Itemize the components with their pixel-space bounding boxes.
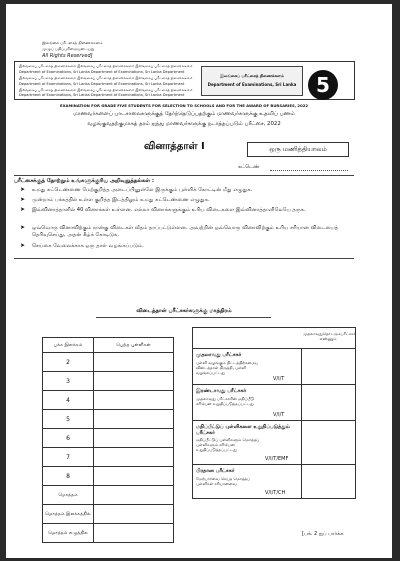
total-words-label: மொத்தம் எழுத்தில்	[43, 524, 94, 543]
instruction-text: உமது சுட்டெண்ணை மேற்குறித்த அடைப்பினுள்ளே இருக்கும் புள்ளிக் கோட்டின் மீது எழுதுக.	[32, 187, 253, 193]
table-row	[43, 410, 174, 429]
table-row	[43, 353, 174, 372]
examiner-role-row	[193, 348, 355, 385]
table-row	[43, 448, 174, 467]
exam-paper-sheet	[6, 4, 392, 558]
dept-line: இலங்கைப் பரீட்சைத் திணைக்களம் இலங்கைப் பரீட்சைத் திணைக்களம் இலங்கைப் பரீட்சைத் திணைக்களம்	[19, 64, 193, 68]
instruction-text: இவ்வினாத்தாளில் 40 வினாக்கள் உள்ளன. எல்லா வினாக்களுக்கும் உரிய விடைகளை இவ்வினாத்தாளிலேயே தருக.	[32, 207, 306, 213]
instructions-heading: பரீட்சைக்குத் தோற்றும் உங்களுக்குரிய அறிவுறுத்தல்கள் :	[14, 178, 155, 184]
instruction-item	[20, 187, 366, 194]
stamp-line-1: இலங்கைப் பரீட்சைத் திணைக்களம்	[220, 73, 284, 78]
instruction-text: செய்கை வேலைக்காக ஒரு தாள் வழங்கப்படும்.	[32, 243, 144, 249]
english-exam-title: EXAMINATION FOR GRADE FIVE STUDENTS FOR SELECTION TO SCHOOLS AND FOR THE AWARD OF BURSARIES, 2022	[59, 103, 309, 108]
arrow-bullet-icon: ➤	[20, 206, 26, 213]
instruction-item	[20, 207, 366, 221]
instruction-item	[20, 225, 366, 239]
marks-cell[interactable]	[94, 353, 174, 372]
examiner-role-row	[193, 464, 355, 499]
title-underline	[96, 317, 271, 318]
examiner-signature-cell[interactable]	[301, 349, 356, 385]
paper-label: வினாத்தாள் I	[144, 141, 205, 152]
examiner-signature-cell[interactable]	[301, 421, 356, 465]
table-row	[43, 467, 174, 486]
examiner-certification-box	[192, 327, 356, 499]
dept-line: இலங்கைப் பரீட்சைத் திணைக்களம் இலங்கைப் பரீட்சைத் திணைக்களம் இலங்கைப் பரீட்சைத் திணைக்களம்	[19, 76, 193, 80]
total-label: மொத்தம்	[43, 486, 94, 505]
marks-cell[interactable]	[94, 372, 174, 391]
page-number: 8	[43, 467, 94, 486]
page-number: 6	[43, 429, 94, 448]
examiner-signature-cell[interactable]	[301, 465, 356, 499]
table-row	[43, 524, 174, 543]
marks-table	[42, 337, 174, 543]
dept-line: Department of Examinations, Sri Lanka Department of Examinations, Sri Lanka Department	[19, 82, 185, 86]
page-number: 4	[43, 391, 94, 410]
page-number: 5	[43, 410, 94, 429]
index-number-field[interactable]	[270, 170, 348, 171]
total-numeric-cell[interactable]	[94, 505, 174, 524]
role-title: மதிப்பீட்டுப் புள்ளிகளை உறுதிப்படுத்தும் பரீட்சகர்	[196, 424, 290, 436]
examiner-header: முதலாவதுதொடரும்பரீட்சகர் எண்ணும்	[303, 331, 356, 341]
arrow-bullet-icon: ➤	[20, 186, 26, 193]
instruction-text: ஒவ்வொரு வினாவிற்கும் நான்கு விடைகள் வீதம் தரப்பட்டுள்ளன. அவற்றின் ஒவ்வொரு வினாவிற்கும் உரிய சரியான விடையைத் தெரிவுசெய்து, அதன் கீழ்க் கோடிடுக.	[32, 225, 339, 238]
role-description: புள்ளி வழங்கும் திட்டத்திற்கமைய விடைத்தாள் திருத்தி, புள்ளி வழங்கப்பட்டது	[196, 360, 259, 375]
grade-five-badge: 5	[308, 70, 338, 100]
arrow-bullet-icon: ➤	[20, 242, 26, 249]
copyright-line-2: முழுப் பதிப்புரிமையுடையது	[42, 46, 95, 51]
examiner-role-row	[193, 384, 355, 421]
table-row	[43, 391, 174, 410]
page-number: 7	[43, 448, 94, 467]
marks-cell[interactable]	[94, 391, 174, 410]
department-stamp	[201, 66, 303, 96]
role-code: V/I/T/EMF	[265, 456, 289, 462]
role-description: முதலாவது பரீட்சகரின் மதிப்பீடு சரியென உறுதிப்படுத்தப்பட்டது	[196, 396, 255, 406]
role-title: பிரதான பரீட்சகர்	[196, 468, 235, 474]
role-description: மதிப்பீட்டுப் புள்ளிகளும் மொத்தப் புள்ளிகளும் சரியென உறுதிப்படுத்தப்பட்டது	[196, 437, 260, 452]
examiner-section-title: விடைத்தாள் பரீட்சகர்களுக்கு மாத்திரம்	[136, 308, 232, 314]
col-header-marks: பெற்ற புள்ளிகள்	[94, 338, 174, 353]
page-number: 2	[43, 353, 94, 372]
table-row	[43, 505, 174, 524]
role-title: இரண்டாவது பரீட்சகர்	[196, 388, 247, 394]
total-words-cell[interactable]	[94, 524, 174, 543]
marks-cell[interactable]	[94, 448, 174, 467]
role-code: V/I/T	[273, 412, 285, 418]
instruction-item	[20, 197, 366, 204]
page-turn-note: [பக். 2 ஐப் பார்க்க	[302, 531, 344, 537]
role-title: முதலாவது பரீட்சகர்	[196, 352, 242, 358]
examiner-role-row	[193, 420, 355, 465]
examiner-signature-cell[interactable]	[301, 385, 356, 421]
tamil-exam-title-1: மாணவர்களைப் பாடசாலைகளுக்குத் தேர்ந்தெடுப்பதற்கும் மாணவர்களுக்கு உதவிப் பணம்	[73, 111, 295, 117]
copyright-line-1: இலங்கை பரீட்சைத் திணைக்களம்	[42, 40, 103, 45]
dept-line: Department of Examinations, Sri Lanka Department of Examinations, Sri Lanka Department	[19, 70, 185, 74]
page-number: 3	[43, 372, 94, 391]
instruction-text: முன்றாம் பக்கத்தில் உள்ள குறித்த இடத்திலும் உமது சுட்டெண்ணை எழுதுக.	[32, 197, 210, 203]
instruction-item	[20, 243, 366, 250]
arrow-bullet-icon: ➤	[20, 196, 26, 203]
divider	[14, 258, 354, 259]
col-header-page: பக்க இலக்கம்	[43, 338, 94, 353]
dept-line: இலங்கைப் பரீட்சைத் திணைக்களம் இலங்கைப் பரீட்சைத் திணைக்களம் இலங்கைப் பரீட்சைத் திணைக்களம்	[19, 88, 193, 92]
table-row	[43, 372, 174, 391]
divider	[14, 175, 354, 176]
role-code: V/I/T	[273, 376, 285, 382]
stamp-line-2: Department of Examinations, Sri Lanka	[207, 82, 297, 87]
duration-box: ஒரு மணித்தியாலம்	[247, 142, 349, 157]
tamil-exam-title-2: வழங்குவதற்குமாகத் தரம் ஐந்து மாணவர்களுக்கு நடாத்தப்படும் பரீட்சை, 2022	[87, 121, 281, 127]
department-header-box	[14, 61, 355, 100]
arrow-bullet-icon: ➤	[20, 224, 26, 231]
role-code: V/I/T/CH	[265, 490, 286, 496]
marks-cell[interactable]	[94, 467, 174, 486]
dept-line: Department of Examinations, Sri Lanka Department of Examinations, Sri Lanka Department	[19, 93, 185, 97]
all-rights-reserved: All Rights Reserved]	[42, 53, 93, 59]
table-row	[43, 486, 174, 505]
marks-cell[interactable]	[94, 410, 174, 429]
total-cell[interactable]	[94, 486, 174, 505]
marks-cell[interactable]	[94, 429, 174, 448]
total-numeric-label: மொத்தம் இலக்கத்தில்	[43, 505, 94, 524]
index-number-label: சுட்டெண்	[238, 164, 260, 170]
role-description: மேற்பார்வை செய்த மொத்தப் புள்ளிகள் சரியானவை	[196, 476, 251, 486]
table-row	[43, 429, 174, 448]
